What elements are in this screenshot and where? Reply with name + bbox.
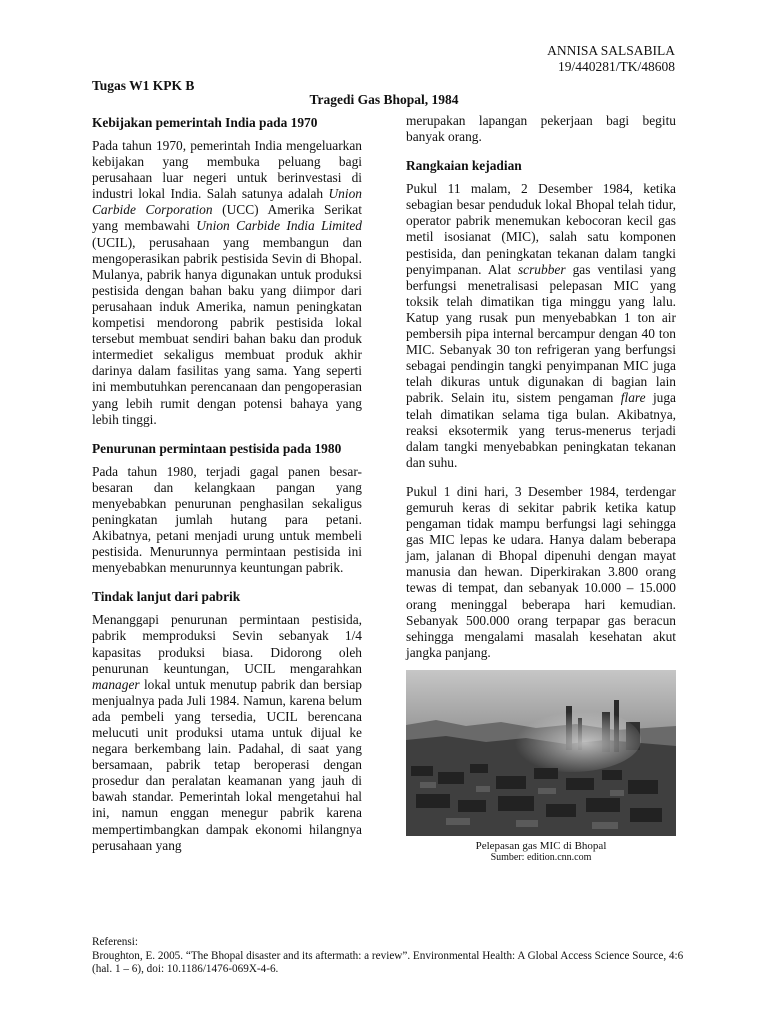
paragraph-continuation: merupakan lapangan pekerjaan bagi begitu banyak orang. xyxy=(406,113,676,145)
paragraph-events-2: Pukul 1 dini hari, 3 Desember 1984, terdengar gemuruh keras di sekitar pabrik ketika katup pengaman tidak mampu berfungsi lagi sehingga gas MIC lepas ke udara. Hanya dalam beberapa jam, jalanan di Bhopal dipenuhi dengan mayat manusia dan hewan. Diperkirakan 3.800 orang tewas di tempat, dan sebanyak 10.000 – 15.000 orang meninggal beberapa hari kemudian. Sebanyak 500.000 orang terpapar gas beracun sehingga mengalami masalah kesehatan akut jangka panjang. xyxy=(406,483,676,660)
italic-ucc: Union Carbide Corporation xyxy=(92,186,362,218)
text-span: Pada tahun 1970, pemerintah India mengeluarkan kebijakan yang membuka peluang bagi perusahaan luar negeri untuk berinvestasi di industri lokal India. Salah satunya adalah xyxy=(92,138,362,202)
paragraph-factory-followup xyxy=(92,612,362,853)
left-column xyxy=(92,113,362,867)
photo-source: Sumber: edition.cnn.com xyxy=(490,851,592,863)
text-span: Pukul 11 malam, 2 Desember 1984, ketika sebagian besar penduduk lokal Bhopal telah tidur, operator pabrik menemukan kebocoran kecil gas metil isosianat (MIC), salah satu komponen pestisida, dan peningkatan tekanan dalam tangki penyimpanan. Alat xyxy=(406,181,676,277)
section-heading-demand-1980: Penurunan permintaan pestisida pada 1980 xyxy=(92,440,342,456)
student-id: 19/440281/TK/48608 xyxy=(558,59,675,74)
photo-illustration xyxy=(406,670,676,836)
text-span: juga telah dimatikan selama tiga bulan. Akibatnya, reaksi eksotermik yang terus-menerus terjadi dalam tangki menyebabkan peningkatan tekanan dan suhu. xyxy=(406,390,676,470)
text-span: (UCC) Amerika Serikat yang membawahi xyxy=(92,202,362,234)
references-label: Referensi: xyxy=(92,936,138,948)
paragraph-policy-1970 xyxy=(92,138,362,428)
paragraph-events-1 xyxy=(406,181,676,471)
italic-scrubber: scrubber xyxy=(517,261,566,277)
author-name: ANNISA SALSABILA xyxy=(547,43,675,58)
reference-entry: Broughton, E. 2005. “The Bhopal disaster and its aftermath: a review”. Environmental Health: A Global Access Science Source, 4:6 (hal. 1 – 6), doi: 10.1186/1476-069X-4-6. xyxy=(92,949,684,976)
photo-caption: Pelepasan gas MIC di Bhopal xyxy=(475,839,607,852)
italic-flare: flare xyxy=(620,390,646,406)
document-title: Tragedi Gas Bhopal, 1984 xyxy=(309,92,459,107)
text-span: lokal untuk menutup pabrik dan bersiap menjualnya pada Juli 1984. Namun, karena belum ada pembeli yang tersedia, UCIL berencana melucuti unit produksi utama untuk dijual ke negara berkembang lain. Padahal, di saat yang bersamaan, pabrik tetap beroperasi dengan prosedur dan peralatan keamanan yang jauh di bawah standar. Pemerintah lokal mengetahui hal ini, namun enggan menegur pabrik karena mempertimbangkan dampak ekonomi hilangnya perusahaan yang xyxy=(92,676,362,853)
italic-ucil: Union Carbide India Limited xyxy=(196,218,362,234)
course-label: Tugas W1 KPK B xyxy=(92,78,195,93)
bhopal-gas-photo xyxy=(406,670,676,836)
author-block xyxy=(547,43,675,75)
right-column xyxy=(406,113,676,864)
text-span: (UCIL), perusahaan yang membangun dan mengoperasikan pabrik pestisida Sevin di Bhopal. Mulanya, pabrik hanya digunakan untuk produksi pestisida dengan bahan baku yang diimpor dari perusahaan induk Amerika, namun peningkatan kompetisi mendorong pabrik pestisida lokal tersebut membuat sendiri bahan baku dan produk intermediet sekaligus membuat produk akhir darinya dalam fasilitas yang sama. Yang seperti ini membutuhkan perencanaan dan pengoperasian yang lebih rumit dengan potensi bahaya yang lebih tinggi. xyxy=(92,234,362,427)
section-heading-sequence-of-events: Rangkaian kejadian xyxy=(406,158,522,174)
italic-manager: manager xyxy=(92,676,140,692)
text-span: gas ventilasi yang berfungsi menetralisasi pelepasan MIC yang toksik telah dimatikan tiga minggu yang lalu. Katup yang rusak pun menyebabkan 1 ton air pembersih pipa internal bercampur dengan 40 ton MIC. Sebanyak 30 ton refrigeran yang berfungsi sebagai pendingin tangki penyimpanan MIC juga telah dikuras untuk digunakan di bagian lain pabrik. Selain itu, sistem pengaman xyxy=(406,261,676,406)
references xyxy=(92,936,692,977)
section-heading-policy-1970: Kebijakan pemerintah India pada 1970 xyxy=(92,115,318,130)
text-span: Menanggapi penurunan permintaan pestisida, pabrik memproduksi Sevin sebanyak 1/4 kapasitas produksi biasa. Didorong oleh penurunan keuntungan, UCIL mengarahkan xyxy=(92,612,362,676)
paragraph-demand-1980: Pada tahun 1980, terjadi gagal panen besar-besaran dan kelangkaan pangan yang menyebabkan penurunan penghasilan sekaligus peningkatan jumlah hutang para petani. Akibatnya, petani menjadi urung untuk membeli pestisida. Menurunnya permintaan pestisida ini menyebabkan menurunnya keuntungan pabrik. xyxy=(92,463,362,576)
section-heading-factory-followup: Tindak lanjut dari pabrik xyxy=(92,589,241,605)
